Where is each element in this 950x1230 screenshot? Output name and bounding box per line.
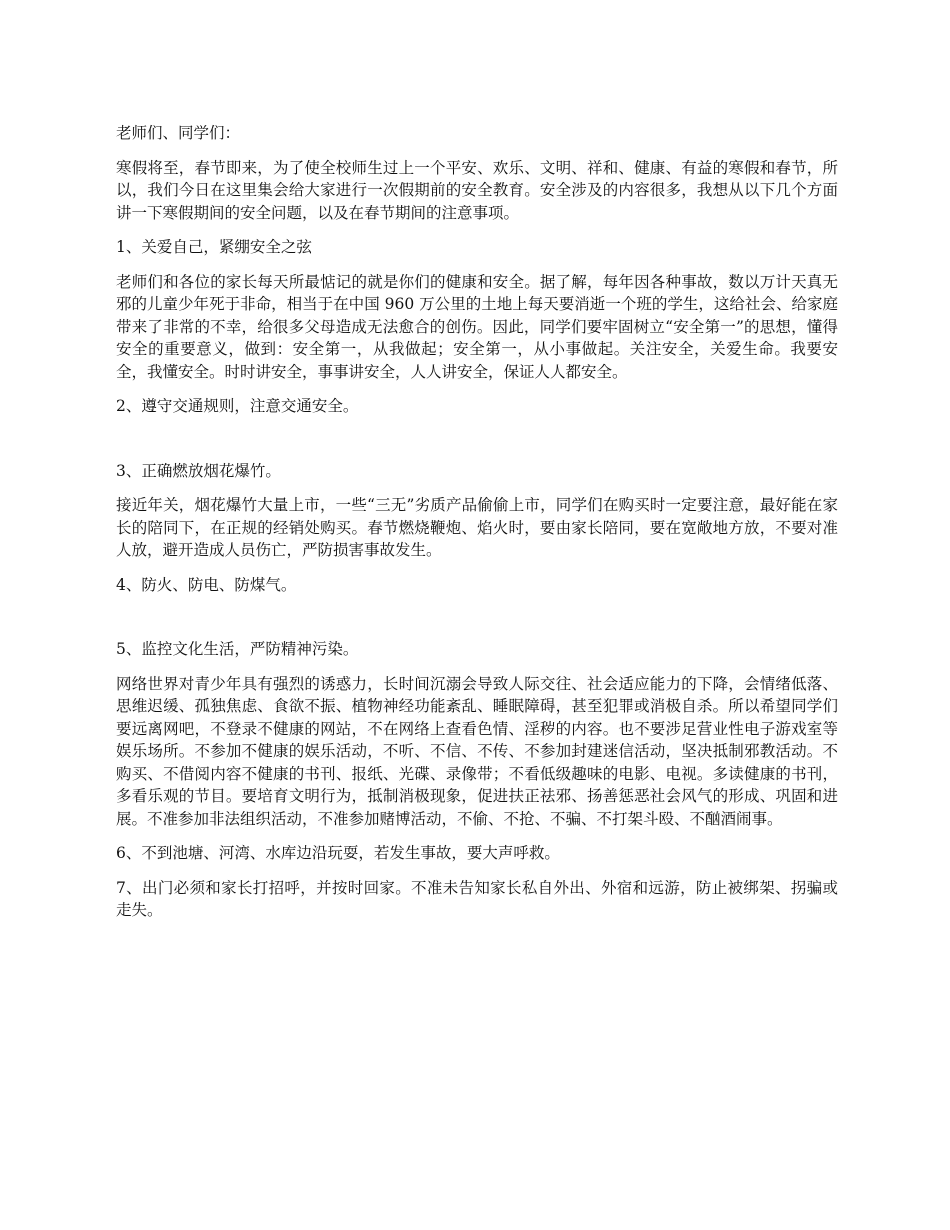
section-5-heading: 5、监控文化生活，严防精神污染。 [116,640,359,658]
section-5-paragraph: 网络世界对青少年具有强烈的诱惑力，长时间沉溺会导致人际交往、社会适应能力的下降，会情绪低落、思维迟缓、孤独焦虑、食欲不振、植物神经功能紊乱、睡眠障碍，甚至犯罪或消极自杀。所以希望同学们要远离网吧，不登录不健康的网站，不在网络上查看色情、淫秽的内容。也不要涉足营业性电子游戏室等娱乐场所。不参加不健康的娱乐活动，不听、不信、不传、不参加封建迷信活动，坚决抵制邪教活动。不购买、不借阅内容不健康的书刊、报纸、光碟、录像带；不看低级趣味的电影、电视。多读健康的书刊，多看乐观的节目。要培育文明行为，抵制消极现象，促进扶正祛邪、扬善惩恶社会风气的形成、巩固和进展。不准参加非法组织活动，不准参加赌博活动，不偷、不抢、不骗、不打架斗殴、不酗酒闹事。 [116,674,838,828]
intro-paragraph: 寒假将至，春节即来，为了使全校师生过上一个平安、欢乐、文明、祥和、健康、有益的寒假和春节，所以，我们今日在这里集会给大家进行一次假期前的安全教育。安全涉及的内容很多，我想从以下几个方面讲一下寒假期间的安全问题，以及在春节期间的注意事项。 [116,158,838,222]
section-2-heading: 2、遵守交通规则，注意交通安全。 [116,397,359,415]
section-6-heading: 6、不到池塘、河湾、水库边沿玩耍，若发生事故，要大声呼救。 [116,844,560,862]
spacer [116,608,838,638]
spacer [116,430,838,460]
section-1-paragraph: 老师们和各位的家长每天所最惦记的就是你们的健康和安全。据了解，每年因各种事故，数以万计天真无邪的儿童少年死于非命，相当于在中国 960 万公里的土地上每天要消逝一个班的学生，这给社会、给家庭带来了非常的不幸，给很多父母造成无法愈合的创伤。因此，同学们要牢固树立“安全第一”的思想，懂得安全的重要意义，做到：安全第一，从我做起；安全第一，从小事做起。关注安全，关爱生命。我要安全，我懂安全。时时讲安全，事事讲安全，人人讲安全，保证人人都安全。 [116,272,838,381]
greeting: 老师们、同学们： [116,124,241,142]
section-4-heading: 4、防火、防电、防煤气。 [116,575,297,594]
section-3-paragraph: 接近年关，烟花爆竹大量上市，一些“三无”劣质产品偷偷上市，同学们在购买时一定要注意，最好能在家长的陪同下，在正规的经销处购买。春节燃烧鞭炮、焰火时，要由家长陪同，要在宽敞地方放，不要对准人放，避开造成人员伤亡，严防损害事故发生。 [116,496,838,559]
document-body [116,122,838,934]
section-3-heading: 3、正确燃放烟花爆竹。 [116,461,281,480]
section-7-heading: 7、出门必须和家长打招呼，并按时回家。不准未告知家长私自外出、外宿和远游，防止被绑架、拐骗或走失。 [116,878,838,919]
section-1-heading: 1、关爱自己，紧绷安全之弦 [116,238,312,256]
